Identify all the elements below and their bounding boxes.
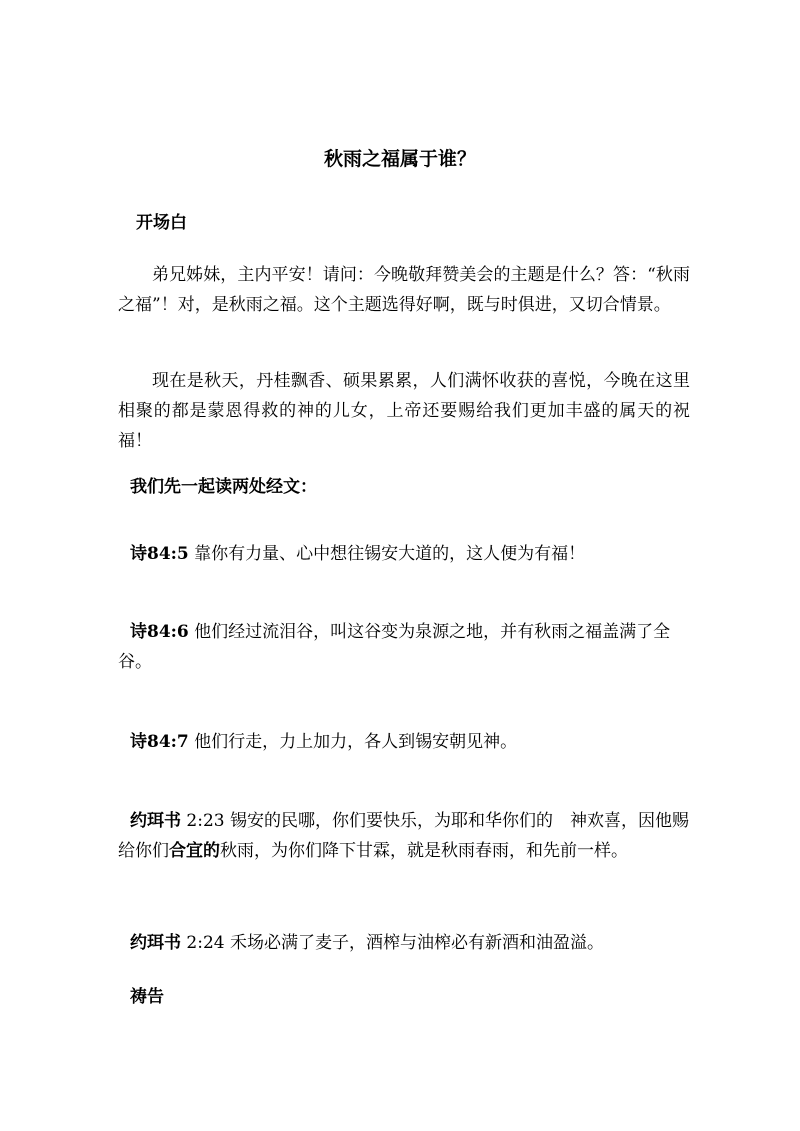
verse-text: 他们行走，力上加力，各人到锡安朝见神。 xyxy=(188,732,518,752)
verse-text: 他们经过流泪谷，叫这谷变为泉源之地，并有秋雨之福盖满了全谷。 xyxy=(118,622,671,672)
verse-text: 秋雨，为你们降下甘霖，就是秋雨春雨，和先前一样。 xyxy=(220,841,628,861)
paragraph-greeting: 弟兄姊妹，主内平安！请问：今晚敬拜赞美会的主题是什么？答：“秋雨之福”！对，是秋雨之福。这个主题选得好啊，既与时俱进，又切合情景。 xyxy=(118,265,690,315)
opening-heading: 开场白 xyxy=(136,213,187,233)
prayer-heading: 祷告 xyxy=(130,987,164,1007)
verse-joel-2-23 xyxy=(118,806,690,866)
verse-text: 2:23 锡安的民哪，你们要快乐，为耶和华你们的 神欢喜，因他赐给你们 xyxy=(118,811,689,861)
verse-joel-2-24 xyxy=(118,928,702,958)
verse-emphasis: 合宜的 xyxy=(169,841,220,861)
verse-reference: 诗84:5 xyxy=(130,544,189,564)
scripture-heading: 我们先一起读两处经文： xyxy=(130,477,317,497)
verse-reference: 约珥书 xyxy=(130,811,181,831)
verse-reference: 约珥书 xyxy=(130,933,181,953)
paragraph-autumn: 现在是秋天，丹桂飘香、硕果累累，人们满怀收获的喜悦，今晚在这里相聚的都是蒙恩得救的神的儿女，上帝还要赐给我们更加丰盛的属天的祝福！ xyxy=(118,371,690,451)
page-title: 秋雨之福属于谁？ xyxy=(323,148,476,170)
verse-text: 靠你有力量、心中想往锡安大道的，这人便为有福！ xyxy=(188,544,586,564)
verse-reference: 诗84:6 xyxy=(130,622,189,642)
verse-psalm-84-6 xyxy=(118,617,690,677)
verse-psalm-84-5 xyxy=(118,539,702,569)
verse-text: 2:24 禾场必满了麦子，酒榨与油榨必有新酒和油盈溢。 xyxy=(181,933,604,953)
verse-psalm-84-7 xyxy=(118,727,702,757)
verse-reference: 诗84:7 xyxy=(130,732,189,752)
